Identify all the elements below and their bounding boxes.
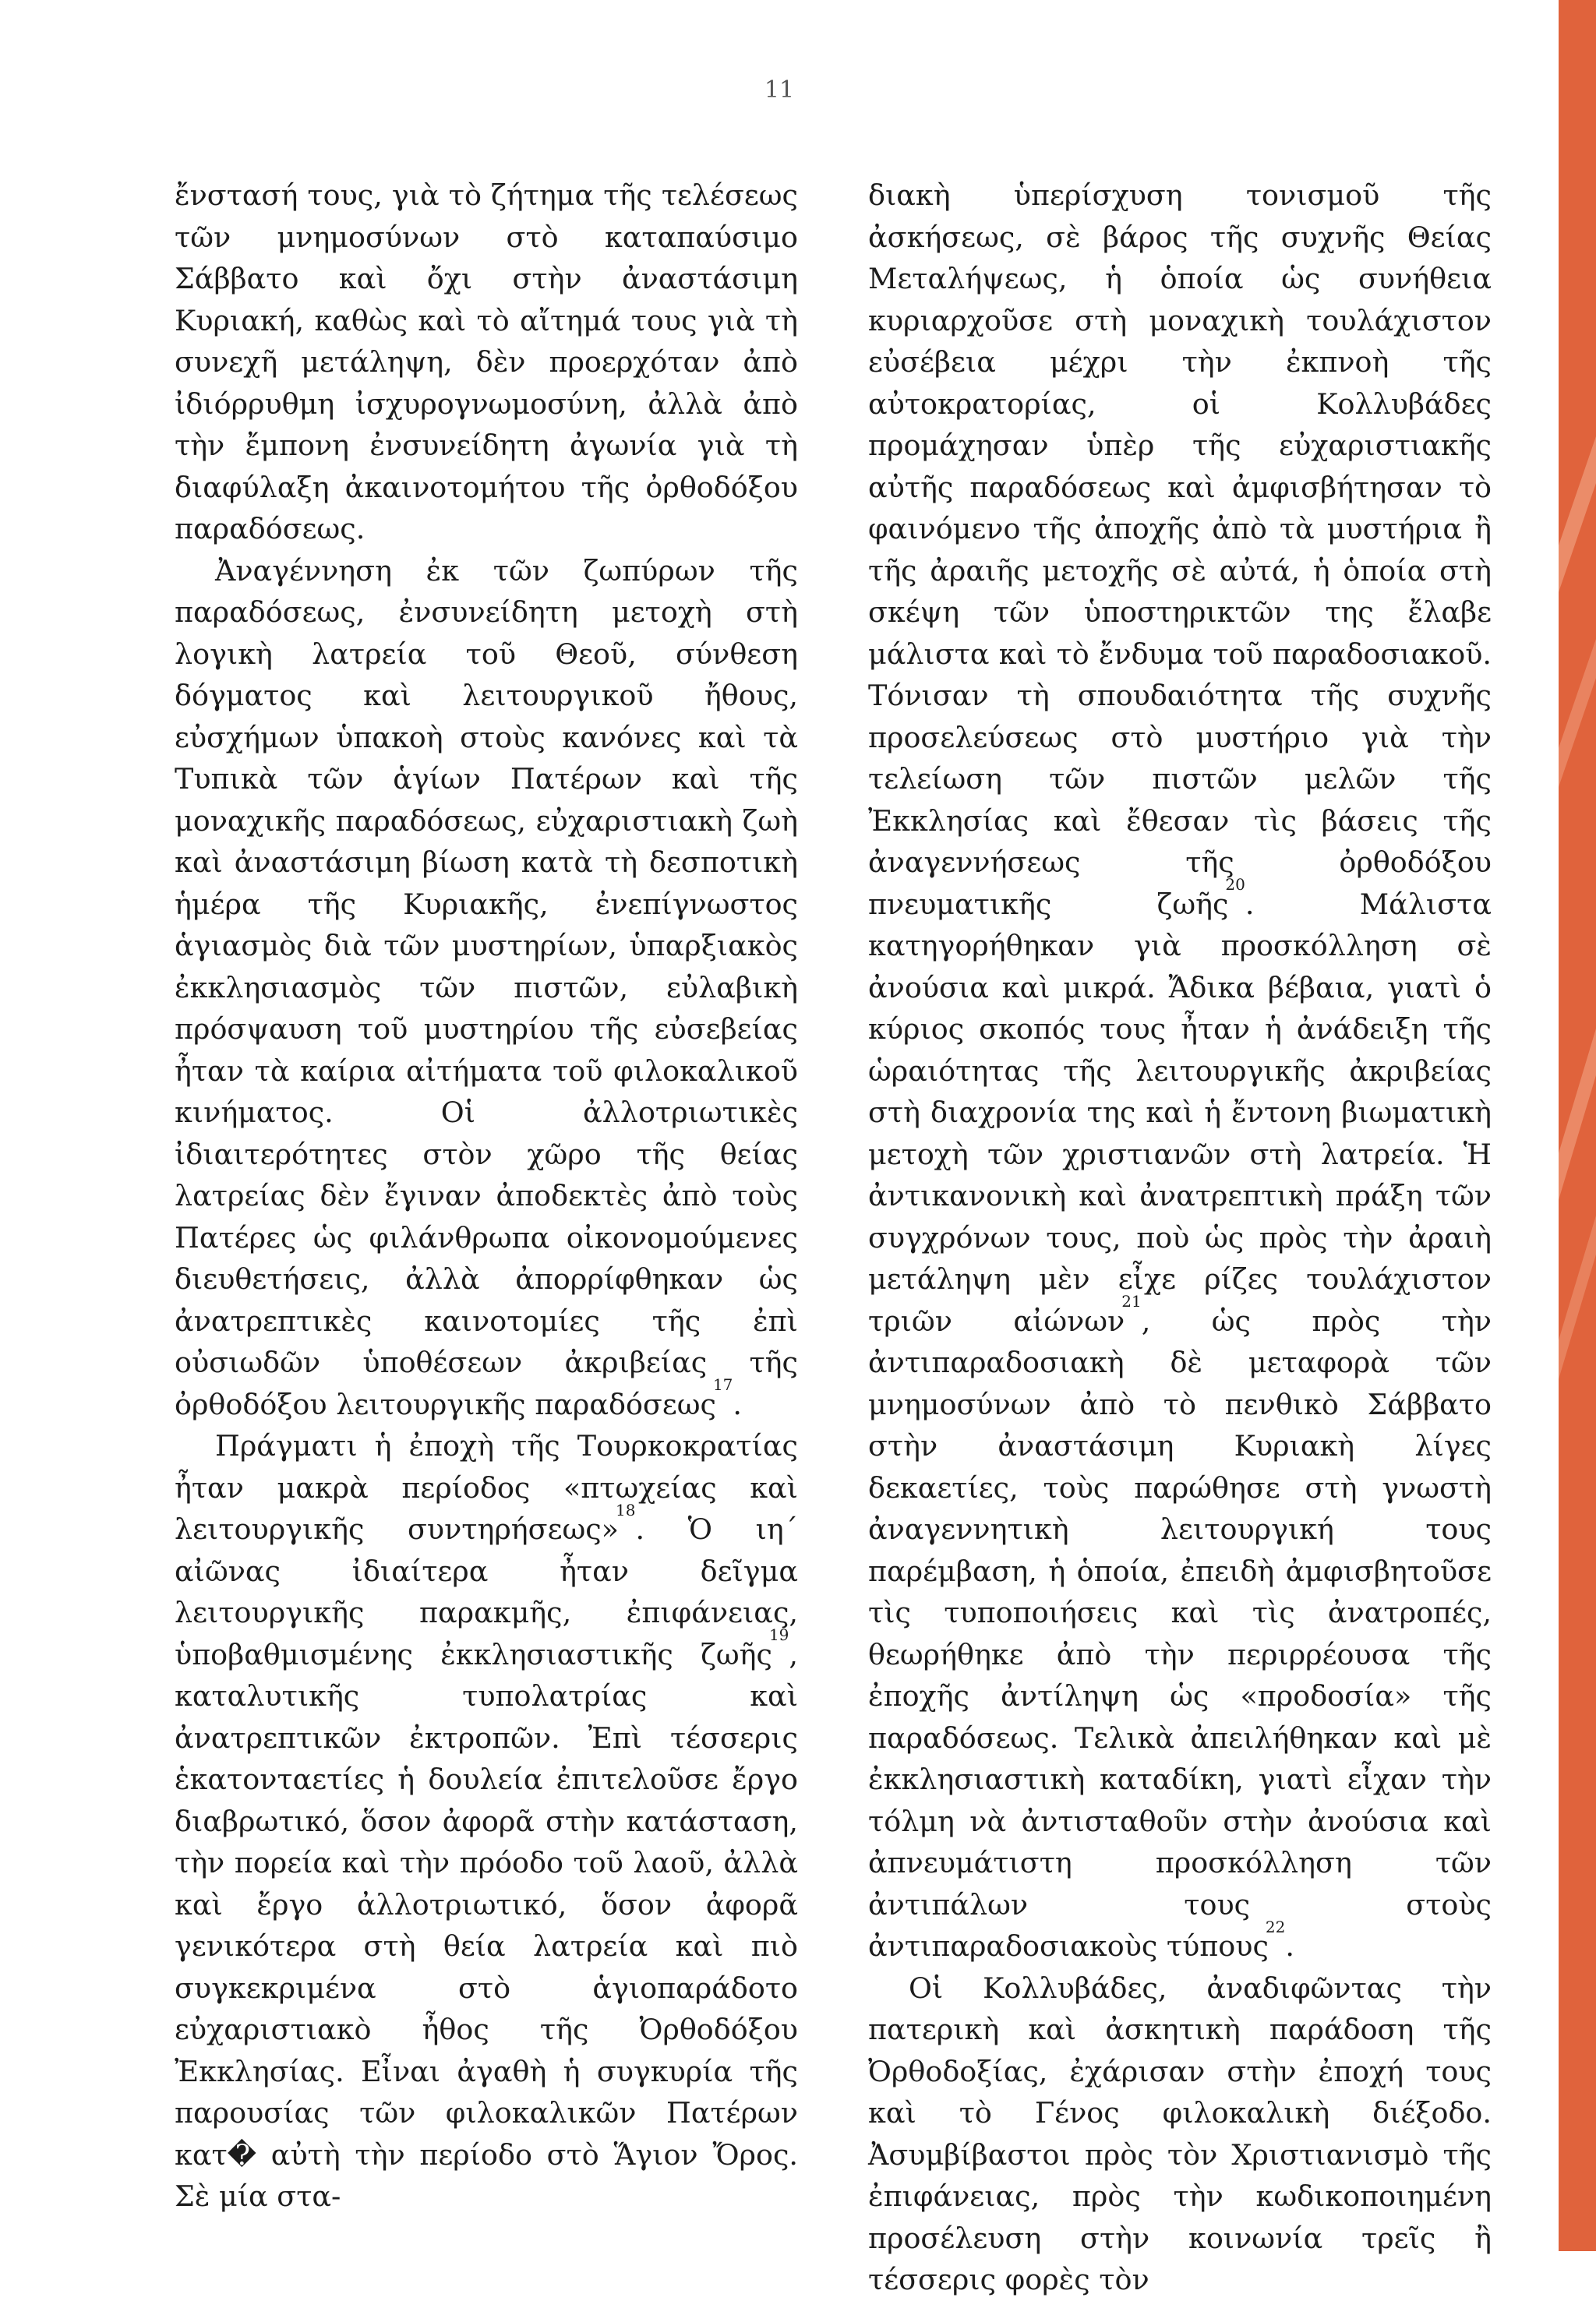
footnote-ref: 20 (1225, 875, 1245, 895)
left-column (175, 175, 798, 2218)
paragraph: ἔνστασή τους, γιὰ τὸ ζήτημα τῆς τελέσεως τῶν μνημοσύνων στὸ καταπαύσιμο Σάββατο καὶ ὄχι στὴν ἀναστάσιμη Κυριακή, καθὼς καὶ τὸ αἴτημά τους γιὰ τὴ συνεχῆ μετάληψη, δὲν προερχόταν ἀπὸ ἰδιόρρυθμη ἰσχυρογνωμοσύνη, ἀλλὰ ἀπὸ τὴν ἔμπονη ἐνσυνείδητη ἀγωνία γιὰ τὴ διαφύλαξη ἀκαινοτομήτου τῆς ὀρθοδόξου παραδόσεως. (175, 178, 798, 545)
footnote-ref: 21 (1121, 1292, 1142, 1311)
footnote-ref: 17 (712, 1375, 733, 1395)
right-column (868, 175, 1492, 2301)
side-band-stripes (1559, 0, 1596, 2251)
footnote-ref: 19 (768, 1625, 789, 1645)
footnote-ref: 18 (616, 1500, 636, 1519)
decorative-side-band (1559, 0, 1596, 2251)
paragraph: Πράγματι ἡ ἐποχὴ τῆς Τουρκοκρατίας ἦταν μακρὰ περίοδος «πτωχείας καὶ λειτουργικῆς συντηρήσεως»$^{18}$. Ὁ ιη´ αἰῶνας ἰδιαίτερα ἦταν δεῖγμα λειτουργικῆς παρακμῆς, ἐπιφάνειας, ὑποβαθμισμένης ἐκκλησιαστικῆς ζωῆς$^{19}$, καταλυτικῆς τυπολατρίας καὶ ἀνατρεπτικῶν ἐκτροπῶν. Ἐπὶ τέσσερις ἑκατονταετίες ἡ δουλεία ἐπιτελοῦσε ἔργο διαβρωτικό, ὅσον ἀφορᾶ στὴν κατάσταση, τὴν πορεία καὶ τὴν πρόοδο τοῦ λαοῦ, ἀλλὰ καὶ ἔργο ἀλλοτριωτικό, ὅσον ἀφορᾶ γενικότερα στὴ θεία λατρεία καὶ πιὸ συγκεκριμένα στὸ ἁγιοπαράδοτο εὐχαριστιακὸ ἦθος τῆς Ὀρθοδόξου Ἐκκλησίας. Εἶναι ἀγαθὴ ἡ συγκυρία τῆς παρουσίας τῶν φιλοκαλικῶν Πατέρων κατ� αὐτὴ τὴν περίοδο στὸ Ἅγιον Ὄρος. Σὲ μία στα- (175, 1429, 799, 2213)
page-number: 11 (764, 76, 795, 104)
paragraph: Ἀναγέννηση ἐκ τῶν ζωπύρων τῆς παραδόσεως, ἐνσυνείδητη μετοχὴ στὴ λογικὴ λατρεία τοῦ Θεοῦ, σύνθεση δόγματος καὶ λειτουργικοῦ ἤθους, εὐσχήμων ὑπακοὴ στοὺς κανόνες καὶ τὰ Τυπικὰ τῶν ἁγίων Πατέρων καὶ τῆς μοναχικῆς παραδόσεως, εὐχαριστιακὴ ζωὴ καὶ ἀναστάσιμη βίωση κατὰ τὴ δεσποτικὴ ἡμέρα τῆς Κυριακῆς, ἐνεπίγνωστος ἁγιασμὸς διὰ τῶν μυστηρίων, ὑπαρξιακὸς ἐκκλησιασμὸς τῶν πιστῶν, εὐλαβικὴ πρόσψαυση τοῦ μυστηρίου τῆς εὐσεβείας ἦταν τὰ καίρια αἰτήματα τοῦ φιλοκαλικοῦ κινήματος. Οἱ ἀλλοτριωτικὲς ἰδιαιτερότητες στὸν χῶρο τῆς θείας λατρείας δὲν ἔγιναν ἀποδεκτὲς ἀπὸ τοὺς Πατέρες ὡς φιλάνθρωπα οἰκονομούμενες διευθετήσεις, ἀλλὰ ἀπορρίφθηκαν ὡς ἀνατρεπτικὲς καινοτομίες τῆς ἐπὶ οὐσιωδῶν ὑποθέσεων ἀκριβείας τῆς ὀρθοδόξου λειτουργικῆς παραδόσεως$^{17}$. (175, 553, 798, 1421)
paragraph: Οἱ Κολλυβάδες, ἀναδιφῶντας τὴν πατερικὴ καὶ ἀσκητικὴ παράδοση τῆς Ὀρθοδοξίας, ἐχάρισαν στὴν ἐποχή τους καὶ τὸ Γένος φιλοκαλικὴ διέξοδο. Ἀσυμβίβαστοι πρὸς τὸν Χριστιανισμὸ τῆς ἐπιφάνειας, πρὸς τὴν κωδικοποιημένη προσέλευση στὴν κοινωνία τρεῖς ἢ τέσσερις φορὲς τὸν (868, 1971, 1492, 2296)
footnote-ref: 22 (1265, 1917, 1286, 1936)
paragraph: διακὴ ὑπερίσχυση τονισμοῦ τῆς ἀσκήσεως, σὲ βάρος τῆς συχνῆς Θείας Μεταλήψεως, ἡ ὁποία ὡς συνήθεια κυριαρχοῦσε στὴ μοναχικὴ τουλάχιστον εὐσέβεια μέχρι τὴν ἐκπνοὴ τῆς αὐτοκρατορίας, οἱ Κολλυβάδες προμάχησαν ὑπὲρ τῆς εὐχαριστιακῆς αὐτῆς παραδόσεως καὶ ἀμφισβήτησαν τὸ φαινόμενο τῆς ἀποχῆς ἀπὸ τὰ μυστήρια ἢ τῆς ἀραιῆς μετοχῆς σὲ αὐτά, ἡ ὁποία στὴ σκέψη τῶν ὑποστηρικτῶν της ἔλαβε μάλιστα καὶ τὸ ἔνδυμα τοῦ παραδοσιακοῦ. Τόνισαν τὴ σπουδαιότητα τῆς συχνῆς προσελεύσεως στὸ μυστήριο γιὰ τὴν τελείωση τῶν πιστῶν μελῶν τῆς Ἐκκλησίας καὶ ἔθεσαν τὶς βάσεις τῆς ἀναγεννήσεως τῆς ὀρθοδόξου πνευματικῆς ζωῆς$^{20}$. Μάλιστα κατηγορήθηκαν γιὰ προσκόλληση σὲ ἀνούσια καὶ μικρά. Ἄδικα βέβαια, γιατὶ ὁ κύριος σκοπός τους ἦταν ἡ ἀνάδειξη τῆς ὡραιότητας τῆς λειτουργικῆς ἀκριβείας στὴ διαχρονία της καὶ ἡ ἔντονη βιωματικὴ μετοχὴ τῶν χριστιανῶν στὴ λατρεία. Ἡ ἀντικανονικὴ καὶ ἀνατρεπτικὴ πράξη τῶν συγχρόνων τους, ποὺ ὡς πρὸς τὴν ἀραιὴ μετάληψη μὲν εἶχε ρίζες τουλάχιστον τριῶν αἰώνων$^{21}$, ὡς πρὸς τὴν ἀντιπαραδοσιακὴ δὲ μεταφορὰ τῶν μνημοσύνων ἀπὸ τὸ πενθικὸ Σάββατο στὴν ἀναστάσιμη Κυριακὴ λίγες δεκαετίες, τοὺς παρώθησε στὴ γνωστὴ ἀναγεννητικὴ λειτουργική τους παρέμβαση, ἡ ὁποία, ἐπειδὴ ἀμφισβητοῦσε τὶς τυποποιήσεις καὶ τὶς ἀνατροπές, θεωρήθηκε ἀπὸ τὴν περιρρέουσα τῆς ἐποχῆς ἀντίληψη ὡς «προδοσία» τῆς παραδόσεως. Τελικὰ ἀπειλήθηκαν καὶ μὲ ἐκκλησιαστικὴ καταδίκη, γιατὶ εἶχαν τὴν τόλμη νὰ ἀντισταθοῦν στὴν ἀνούσια καὶ ἀπνευμάτιστη προσκόλληση τῶν ἀντιπάλων τους στοὺς ἀντιπαραδοσιακοὺς τύπους$^{22}$. (868, 178, 1492, 1963)
